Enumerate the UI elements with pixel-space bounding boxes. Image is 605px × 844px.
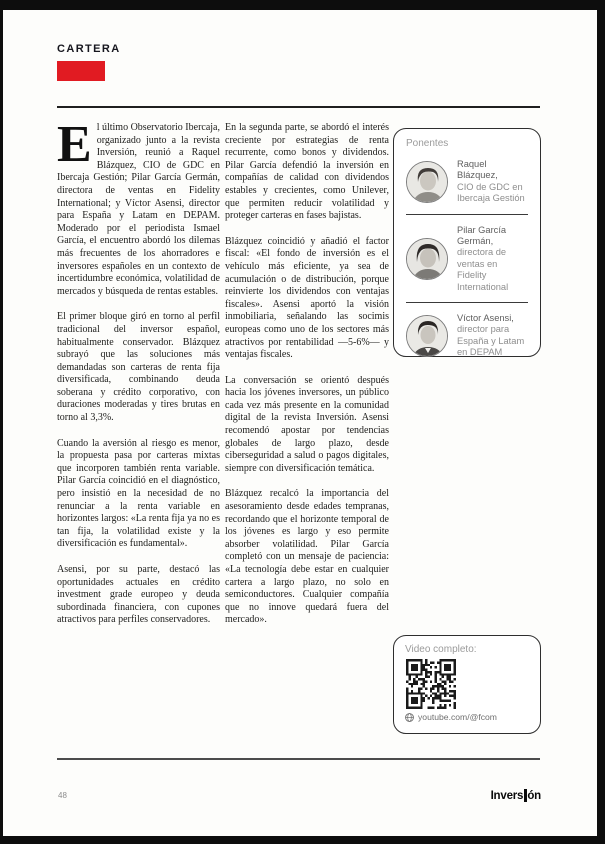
paragraph: Blázquez coincidió y añadió el factor fiscal: «El fondo de inversión es el vehículo más eficiente, ya sea de acumulación o de distribución, porque reinvierte los dividendos con ventajas fiscales». Asensi aportó la visión inmobiliaria, señalando las socimis europeas como uno de los sectores más atractivos por rentabilidad —5-6%— y ventajas fiscales. [225, 235, 389, 361]
speakers-panel [393, 128, 541, 357]
section-label: CARTERA [57, 43, 121, 55]
paragraph: La conversación se orientó después hacia los jóvenes inversores, un público cada vez más presente en la comunidad digital de la revista Inversión. Asensi recomendó apostar por tendencias globales de largo plazo, desde ciberseguridad a salud o pagos digitales, siempre con diversificación temática. [225, 374, 389, 474]
page [3, 10, 597, 836]
speaker-row [406, 149, 528, 214]
paragraph [57, 116, 220, 298]
video-link-row[interactable] [405, 712, 529, 722]
paragraph: Blázquez recalcó la importancia del asesoramiento desde edades tempranas, recordando que el horizonte temporal de los jóvenes es largo y eso permite absorber volatilidad. Pilar García completó con un mensaje de paciencia: «La tecnología debe estar en cualquier cartera a largo plazo, no solo en semiconductores. Cualquier compañía que no innove quedará fuera del mercado». [225, 488, 389, 626]
header-divider [57, 106, 540, 108]
article-column-2 [225, 122, 389, 640]
footer-divider [57, 758, 540, 760]
article-column-1 [57, 116, 220, 640]
paragraph-text: l último Observatorio Ibercaja, organizado junto a la revista Inversión, reunió a Raquel Blázquez, CIO de GDC en Ibercaja Gestión; Pilar García Germán, directora de ventas en Fidelity International; y Víctor Asensi, director para España y Latam en DEPAM. Moderado por el periodista Ismael García, el encuentro abordó los dilemas más frecuentes de los ahorradores e inversores españoles en un contexto de incertidumbre económica, volatilidad de mercados y búsqueda de rentas estables. [57, 122, 220, 297]
paragraph: El primer bloque giró en torno al perfil tradicional del inversor español, habitualmente conservador. Blázquez subrayó que las soluciones más demandadas son carteras de renta fija diversificada, combinando deuda soberana y crédito corporativo, con duraciones moderadas y tires brutas en torno al 3,3%. [57, 311, 220, 424]
speaker-row [406, 214, 528, 302]
logo-text-post: ón [527, 790, 541, 802]
paragraph: Asensi, por su parte, destacó las oportunidades actuales en crédito investment grade europeo y deuda subordinada financiera, con cupones atractivos para perfiles conservadores. [57, 564, 220, 626]
speaker-role: CIO de GDC en Ibercaja Gestión [457, 181, 525, 204]
video-link[interactable]: youtube.com/@fcom [418, 712, 497, 722]
globe-icon [405, 713, 414, 722]
section-red-block [57, 61, 105, 81]
qr-code [406, 659, 456, 709]
speakers-panel-title: Ponentes [406, 138, 449, 149]
paragraph: Cuando la aversión al riesgo es menor, la propuesta pasa por carteras mixtas que incorporen también renta variable. Pilar García coincidió en el diagnóstico, pero insistió en la necesidad de no renunciar a la renta variable en horizontes largos: «La renta fija ya no es tan fija, la volatilidad existe y la diversificación es fundamental». [57, 437, 220, 550]
speaker-info [457, 225, 528, 293]
speaker-role: directora de ventas en Fidelity International [457, 247, 509, 292]
drop-cap: E [57, 116, 92, 173]
video-panel-title: Video completo: [405, 644, 477, 655]
magazine-logo [491, 789, 541, 802]
speaker-name: Raquel Blázquez, [457, 159, 498, 181]
speaker-role: director para España y Latam en DEPAM [457, 324, 525, 358]
logo-text-pre: Invers [490, 790, 524, 802]
page-number: 48 [58, 791, 67, 800]
speaker-avatar [406, 315, 448, 357]
speaker-row [406, 302, 528, 368]
speaker-name: Víctor Asensi, [457, 313, 514, 324]
paragraph: En la segunda parte, se abordó el interés creciente por estrategias de renta recurrente, como bonos y dividendos. Pilar García defendió la inversión en compañías de calidad con dividendos estables y crecientes, como Unilever, que permiten reducir volatilidad y proteger carteras en fases bajistas. [225, 122, 389, 222]
speaker-avatar [406, 161, 448, 203]
video-panel [393, 635, 541, 734]
speaker-info [457, 313, 528, 359]
speaker-name: Pilar García Germán, [457, 224, 507, 247]
speaker-avatar [406, 238, 448, 280]
speaker-info [457, 159, 528, 205]
